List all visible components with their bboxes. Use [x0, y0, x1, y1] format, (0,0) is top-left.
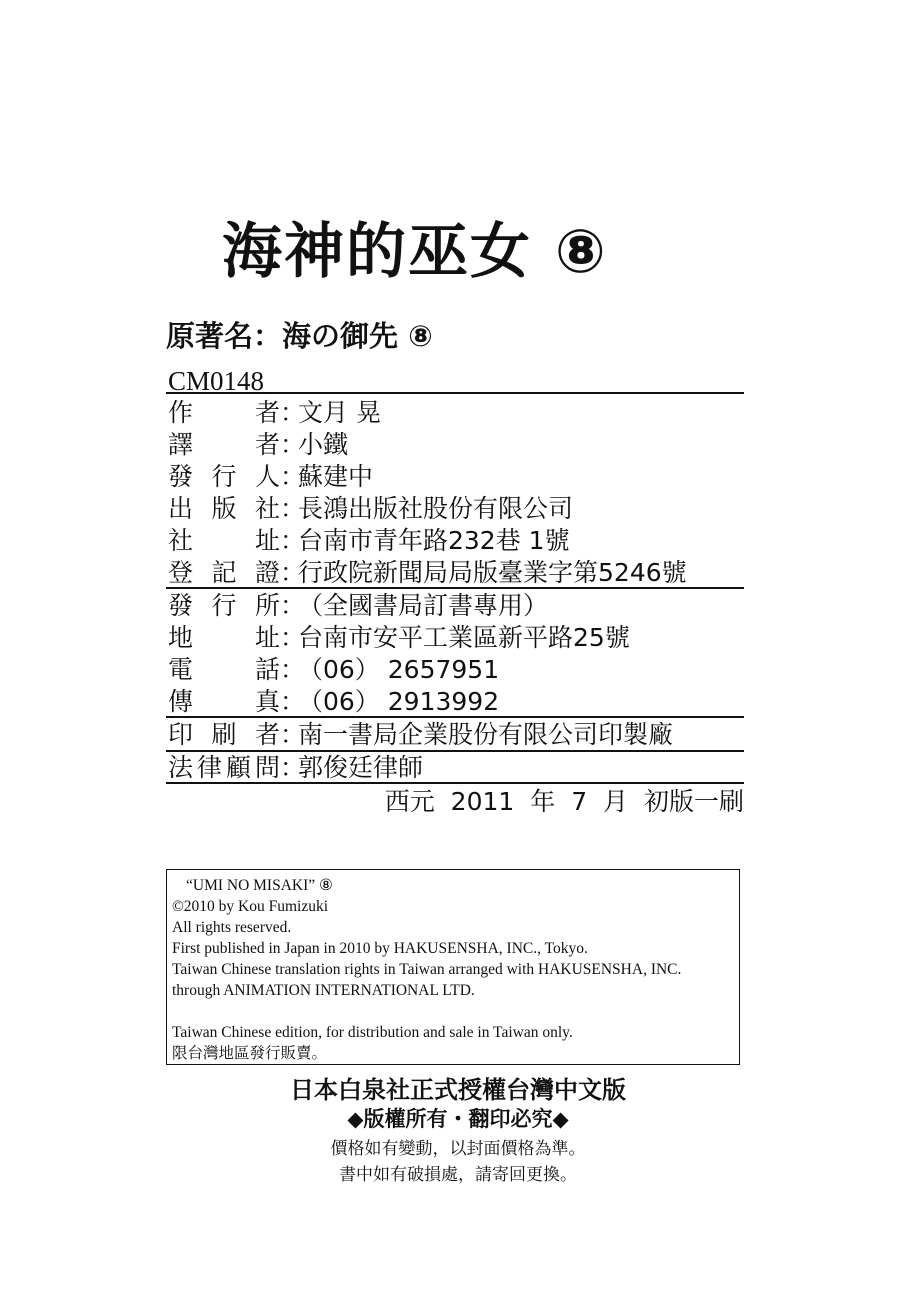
- license-distribution-line: 限台灣地區發行販賣。: [172, 1045, 328, 1062]
- label-char: 傳: [168, 687, 194, 716]
- label-char: 記: [211, 558, 237, 587]
- label-char: 者: [254, 720, 280, 749]
- credit-label: [168, 525, 280, 557]
- credit-row-registration: 登 記 證 ： 行政院新聞局局版臺業字第5246號: [168, 558, 687, 587]
- dist-row-address: 地 址 ： 台南市安平工業區新平路25號: [168, 623, 630, 652]
- credit-row-publisher: 出 版 社 ： 長鴻出版社股份有限公司: [168, 494, 574, 523]
- label-char: 法: [168, 753, 194, 782]
- prod-row-legal: 法 律 顧 問 ： 郭俊廷律師: [168, 753, 424, 782]
- original-title: [166, 316, 433, 356]
- credit-value: 小鐵: [298, 430, 349, 459]
- divider-credits: [166, 587, 744, 589]
- label-char: 者: [254, 398, 280, 427]
- price-note: 價格如有變動，以封面價格為準。: [330, 1139, 586, 1159]
- credit-label: [168, 429, 280, 461]
- label-char: 址: [254, 623, 280, 652]
- divider-distribution: [166, 716, 744, 718]
- label-char: 律: [196, 753, 222, 782]
- label-char: 發: [168, 462, 194, 491]
- divider-top: [166, 392, 744, 394]
- label-char: 登: [168, 558, 194, 587]
- label-char: 址: [254, 526, 280, 555]
- label-char: 者: [254, 430, 280, 459]
- label-char: 所: [254, 591, 280, 620]
- label-char: 譯: [168, 430, 194, 459]
- label-char: 電: [168, 655, 194, 684]
- credit-label: [168, 461, 280, 493]
- prod-value: 郭俊廷律師: [298, 753, 424, 782]
- prod-value: 南一書局企業股份有限公司印製廠: [298, 720, 674, 749]
- label-char: 證: [254, 558, 280, 587]
- credit-label: [168, 493, 280, 525]
- license-line: through ANIMATION INTERNATIONAL LTD.: [172, 982, 475, 999]
- credit-row-publisher-person: 發 行 人 ： 蘇建中: [168, 462, 374, 491]
- prod-label: [168, 719, 280, 751]
- prod-label: [168, 752, 280, 784]
- dist-row-fax: 傳 真 ： （06） 2913992: [168, 687, 500, 716]
- dist-row-office: 發 行 所 ： （全國書局訂書專用）: [168, 591, 549, 620]
- label-char: 行: [211, 591, 237, 620]
- book-title: 海神的巫女 ⑧: [222, 217, 608, 287]
- colon: ：: [253, 319, 283, 353]
- authorized-edition: 日本白泉社正式授權台灣中文版: [290, 1076, 626, 1104]
- dist-label: [168, 622, 280, 654]
- license-line: Taiwan Chinese translation rights in Taiwan arranged with HAKUSENSHA, INC.: [172, 961, 682, 978]
- label-char: 版: [211, 494, 237, 523]
- dist-label: [168, 590, 280, 622]
- label-char: 行: [211, 462, 237, 491]
- credit-value: 台南市青年路232巷 1號: [298, 526, 570, 555]
- original-title-value: 海の御先 ⑧: [282, 319, 433, 353]
- license-distribution-line: Taiwan Chinese edition, for distribution and sale in Taiwan only.: [172, 1024, 573, 1041]
- license-line: “UMI NO MISAKI” ⑧: [186, 877, 333, 894]
- label-char: 刷: [211, 720, 237, 749]
- license-line: All rights reserved.: [172, 919, 292, 936]
- credit-value: 長鴻出版社股份有限公司: [298, 494, 574, 523]
- original-title-label: 原著名: [166, 319, 254, 353]
- credit-label: [168, 397, 280, 429]
- label-char: 社: [168, 526, 194, 555]
- credit-row-address: 社 址 ： 台南市青年路232巷 1號: [168, 526, 570, 555]
- license-line: First published in Japan in 2010 by HAKUSENSHA, INC., Tokyo.: [172, 940, 588, 957]
- dist-value: 台南市安平工業區新平路25號: [298, 623, 630, 652]
- label-char: 地: [168, 623, 194, 652]
- divider-bottom: [166, 782, 744, 784]
- dist-row-phone: 電 話 ： （06） 2657951: [168, 655, 500, 684]
- prod-row-printer: 印 刷 者 ： 南一書局企業股份有限公司印製廠: [168, 720, 674, 749]
- label-char: 問: [254, 753, 280, 782]
- credit-value: 行政院新聞局局版臺業字第5246號: [298, 558, 687, 587]
- dist-value: （06） 2657951: [298, 655, 500, 684]
- credit-value: 文月 晃: [298, 398, 381, 427]
- publication-date: 西元 2011 年 7 月 初版一刷: [384, 787, 744, 816]
- credit-row-author: 作 者 ： 文月 晃: [168, 398, 381, 427]
- dist-label: [168, 654, 280, 686]
- label-char: 人: [254, 462, 280, 491]
- label-char: 真: [254, 687, 280, 716]
- copyright-notice: ◆版權所有・翻印必究◆: [347, 1107, 569, 1131]
- label-char: 作: [168, 398, 194, 427]
- credit-row-translator: 譯 者 ： 小鐵: [168, 430, 349, 459]
- credit-value: 蘇建中: [298, 462, 374, 491]
- damage-note: 書中如有破損處，請寄回更換。: [339, 1165, 577, 1185]
- label-char: 社: [254, 494, 280, 523]
- label-char: 出: [168, 494, 194, 523]
- dist-label: [168, 686, 280, 718]
- catalog-code: CM0148: [168, 366, 265, 396]
- dist-value: （全國書局訂書專用）: [298, 591, 549, 620]
- dist-value: （06） 2913992: [298, 687, 500, 716]
- label-char: 話: [254, 655, 280, 684]
- credit-label: [168, 557, 280, 589]
- label-char: 印: [168, 720, 194, 749]
- license-line: ©2010 by Kou Fumizuki: [172, 898, 329, 915]
- label-char: 顧: [225, 753, 251, 782]
- license-box: [166, 869, 740, 1065]
- label-char: 發: [168, 591, 194, 620]
